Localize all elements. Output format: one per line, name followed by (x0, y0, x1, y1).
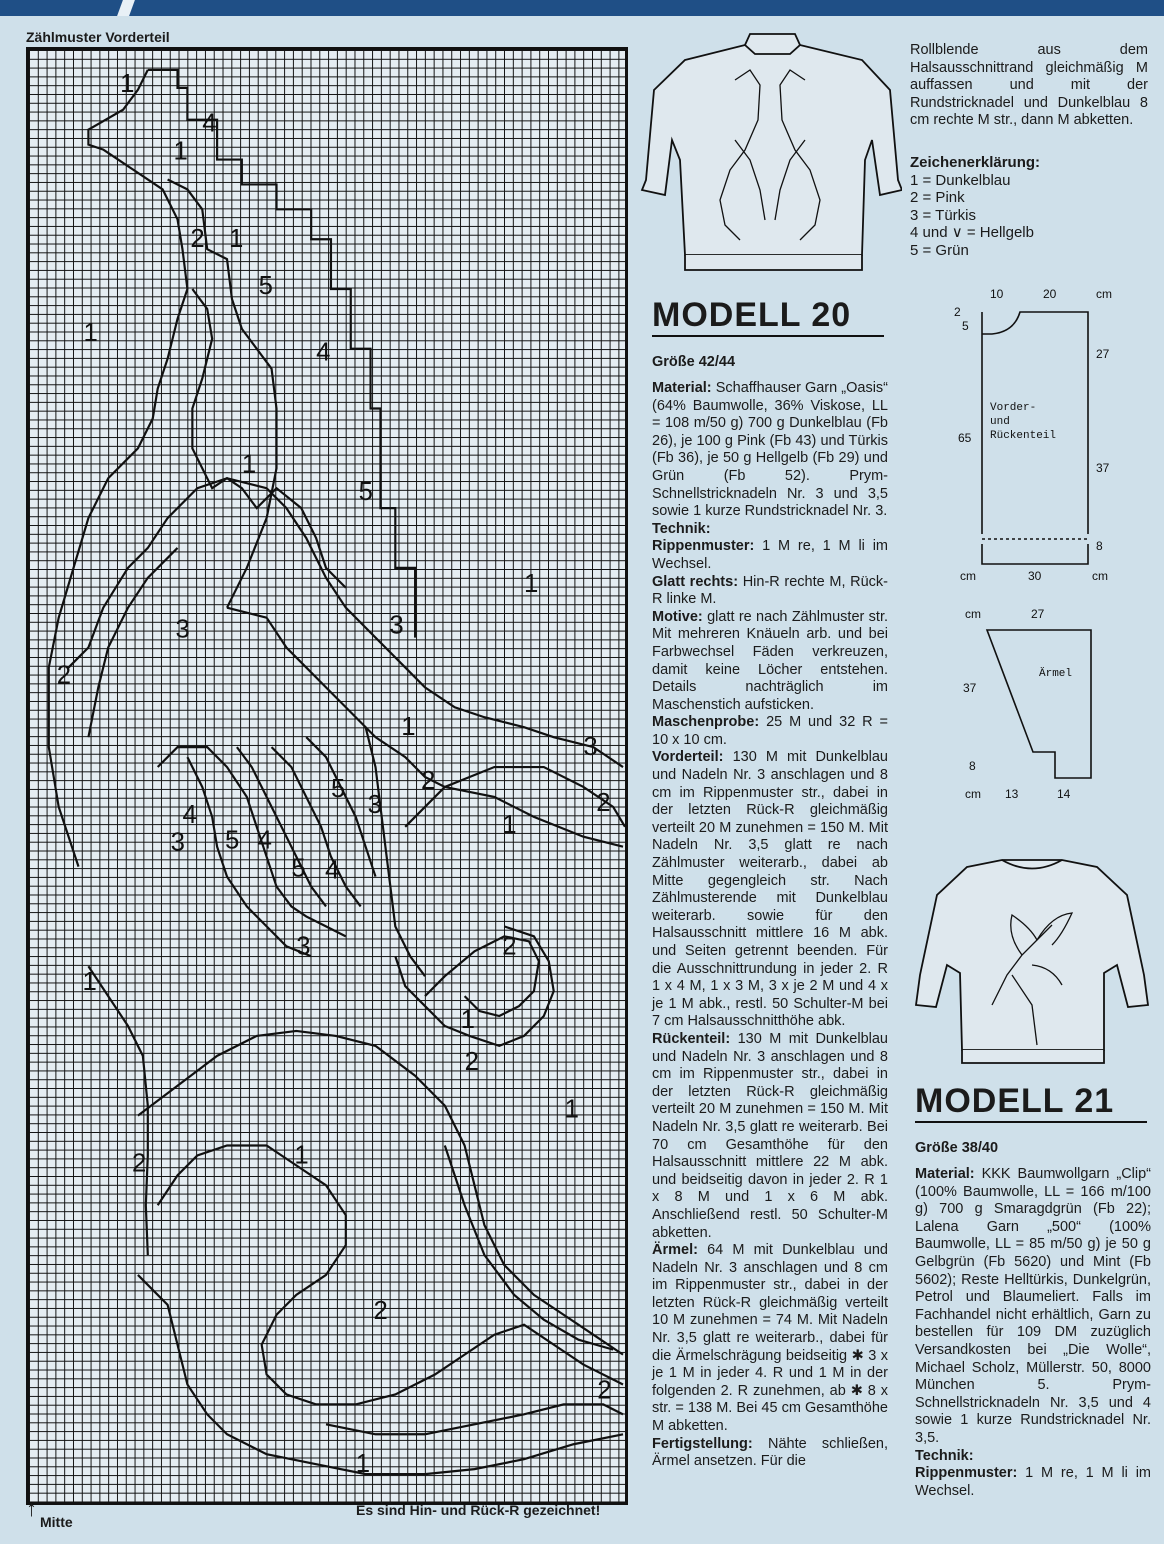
para-label: Ärmel: (652, 1242, 698, 1259)
para-text: 1 M re, 1 M li im Wechsel. (652, 538, 889, 572)
para-label: Rippenmuster: (652, 538, 755, 555)
chart-color-number: 4 (325, 856, 340, 885)
chart-color-number: 2 (597, 1376, 612, 1405)
chart-color-number: 2 (373, 1296, 388, 1325)
chart-color-number: 1 (120, 69, 135, 98)
chart-color-number: 2 (190, 225, 205, 254)
para-text: KKK Baumwollgarn „Clip“ (100% Baumwolle, LL = 166 m/100 g) 700 g Smaragdgrün (Fb 22); Lalena Garn „500“ (100% Baumwolle, LL = 85 m/50 g) je 50 g Gelbgrün (Fb 5620) und Mint (Fb 5602); Reste Helltürkis, Dunkelgrün, Petrol und Blaumeliert. Falls im Fachhandel nicht erhältlich, Garn zu bestellen für 109 DM zuzüglich Versandkosten bei „Die Wolle“, Michael Scholz, Müllerstr. 50, 8000 München 5. Prym-Schnellstricknadeln Nr. 3,5 und 4 sowie 1 kurze Rundstricknadel Nr. 3,5. (915, 1166, 1152, 1446)
schematic-dimension: 14 (1057, 787, 1071, 801)
legend-item: 3 = Türkis (910, 206, 976, 224)
schematic-dimension: 20 (1043, 287, 1057, 301)
schematic-label: Ärmel (1039, 668, 1073, 680)
sweater-sketch-modell-21 (912, 855, 1152, 1070)
schematic-dimension: cm (960, 569, 976, 583)
center-arrow-icon: ↑ (26, 1496, 37, 1521)
schematic-dimension: 10 (990, 287, 1004, 301)
schematic-dimension: 30 (1028, 569, 1042, 583)
chart-color-number: 5 (291, 854, 306, 883)
chart-color-number: 3 (583, 733, 598, 762)
schematic-dimension: cm (1096, 287, 1112, 301)
para-label: Rippenmuster: (915, 1465, 1018, 1482)
schematic-dimension: 37 (1096, 461, 1110, 475)
schematic-dimension: 8 (969, 759, 976, 773)
chart-color-number: 1 (502, 810, 517, 839)
schematic-label: und (990, 416, 1010, 428)
chart-color-number: 3 (296, 932, 311, 961)
sweater-sketch-modell-20 (640, 30, 902, 276)
chart-color-number: 4 (316, 338, 331, 367)
para-label: Material: (652, 380, 712, 396)
modell-20-instructions (652, 380, 888, 1471)
chart-color-number: 5 (330, 774, 346, 803)
schematic-label: Vorder- (990, 402, 1037, 414)
legend-item: 5 = Grün (910, 241, 969, 259)
schematic-dimension: 37 (963, 681, 977, 695)
modell-21-size: Größe 38/40 (915, 1140, 999, 1156)
chart-color-number: 5 (225, 826, 240, 855)
modell-21-instructions (915, 1166, 1151, 1500)
para-text: Nähte schließen, Ärmel ansetzen. Für die (652, 1435, 889, 1470)
legend-item: 4 und ∨ = Hellgelb (910, 224, 1034, 242)
modell-21-title: MODELL 21 (915, 1082, 1147, 1123)
center-label: Mitte (40, 1514, 73, 1530)
chart-color-number: 2 (56, 661, 72, 690)
schematic-dimension: 5 (962, 319, 969, 333)
para-label: Fertigstellung: (652, 1435, 753, 1452)
knitting-chart-grid (26, 47, 628, 1505)
knitting-chart-motif (29, 50, 625, 1502)
legend-item: 2 = Pink (910, 189, 965, 207)
header-bar (0, 0, 1164, 16)
para-label: Technik: (652, 520, 711, 537)
schematic-dimension: 2 (954, 305, 961, 319)
chart-color-number: 2 (596, 788, 611, 817)
chart-color-number: 1 (355, 1450, 371, 1479)
para-text: glatt re nach Zählmuster str. Mit mehreren Knäueln arb. und bei Farbwechsel Fäden verkreuzen, damit keine Löcher entstehen. Details nachträglich im Maschenstich aufsticken. (652, 608, 889, 713)
chart-color-number: 1 (228, 225, 244, 254)
chart-color-number: 1 (173, 137, 188, 166)
para-text: 64 M mit Dunkelblau und Nadeln Nr. 3 anschlagen und 8 cm im Rippenmuster str., dabei in der letzten Rück-R gleichmäßig verteilt 10 M zunehmen = 74 M. Mit Nadeln Nr. 3,5 glatt re weiterarb., dabei für die Ärmelschrägung beidseitig ✱ 3 x je 1 M in jeder 4. R und 1 M in der folgenden 2. R zunehmen, ab ✱ 8 x str. = 138 M. Bei 45 cm Gesamthöhe M abketten. (652, 1242, 888, 1435)
chart-color-number: 1 (564, 1095, 579, 1124)
para-label: Rückenteil: (652, 1030, 731, 1047)
chart-color-number: 4 (182, 800, 197, 829)
schematic-dimension: 27 (1096, 347, 1110, 361)
chart-color-number: 1 (460, 1005, 475, 1034)
chart-color-number: 1 (524, 569, 539, 598)
schematic-dimension: cm (1092, 569, 1108, 583)
legend (910, 154, 1150, 260)
chart-color-number: 3 (367, 790, 382, 819)
para-label: Material: (915, 1166, 975, 1182)
chart-color-number: 3 (170, 828, 185, 857)
para-text: 130 M mit Dunkelblau und Nadeln Nr. 3 anschlagen und 8 cm im Rippenmuster str., dabei in der letzten Rück-R gleichmäßig verteilt 20 M zunehmen = 150 M. Mit Nadeln Nr. 3,5 glatt re nach Zählmuster weiterarb., dabei ab Mitte gegengleich str. Nach Zählmusterende mit Dunkelblau weiterarb. sowie für den Halsausschnitt mittlere 16 M abk. und Seiten getrennt beenden. Für die Ausschnittrundung in jeder 2. R 1 x 4 M, 1 x 3 M, 3 x je 2 M und 4 x je 1 M abk., restl. 50 Schulter-M bei 7 cm Halsausschnitthöhe abk. (652, 749, 888, 1030)
chart-color-number: 5 (358, 478, 373, 507)
chart-color-number: 1 (294, 1141, 309, 1170)
header-logo-mark (117, 0, 135, 16)
para-text: Schaffhauser Garn „Oasis“ (64% Baumwolle, 36% Viskose, LL = 108 m/50 g) 700 g Dunkelblau (Fb 26), je 100 g Pink (Fb 43) und Türkis (Fb 36), je 50 g Hellgelb (Fb 29) und Grün (Fb 52). Prym-Schnellstricknadeln Nr. 3 und 3,5 sowie 1 kurze Rundstricknadel Nr. 3. (652, 380, 888, 520)
legend-item: 1 = Dunkelblau (910, 171, 1011, 189)
rollblende-text: Rollblende aus dem Halsausschnittrand gleichmäßig M auffassen und mit der Rundstricknadel und Dunkelblau 8 cm rechte M str., dann M abketten. (910, 42, 1148, 129)
schematic-label: Rückenteil (990, 430, 1057, 442)
chart-color-number: 2 (131, 1149, 147, 1178)
schematic-dimension: 13 (1005, 787, 1019, 801)
chart-color-number: 2 (464, 1047, 479, 1076)
para-label: Motive: (652, 608, 703, 625)
modell-20-title: MODELL 20 (652, 296, 884, 337)
sleeve-schematic (955, 600, 1105, 805)
chart-color-number: 2 (421, 766, 436, 795)
chart-color-number: 1 (401, 713, 416, 742)
body-schematic (950, 284, 1125, 584)
schematic-dimension: 65 (958, 431, 972, 445)
chart-color-number: 3 (175, 615, 190, 644)
para-text: Hin-R rechte M, Rück-R linke M. (652, 573, 888, 608)
chart-footnote: Es sind Hin- und Rück-R gezeichnet! (356, 1502, 601, 1518)
para-label: Vorderteil: (652, 749, 724, 766)
chart-color-number: 1 (82, 968, 97, 997)
schematic-dimension: 8 (1096, 539, 1103, 553)
chart-color-number: 3 (389, 611, 404, 640)
para-text: 25 M und 32 R = 10 x 10 cm. (652, 714, 888, 748)
para-label: Glatt rechts: (652, 573, 739, 590)
chart-color-number: 5 (258, 271, 274, 301)
chart-color-number: 2 (502, 932, 517, 961)
para-text: 130 M mit Dunkelblau und Nadeln Nr. 3 anschlagen und 8 cm im Rippenmuster str., dabei in der letzten Rück-R gleichmäßig verteilt 20 M zunehmen = 150 M. Mit Nadeln Nr. 3,5 glatt re weiterarb. Bei 70 cm Gesamthöhe für den Halsausschnitt mittlere 22 M abk. und beidseitig davon in jeder 2. R 1 x 8 M und 1 x 6 M abk. Anschließend restl. 50 Schulter-M abketten. (652, 1030, 888, 1241)
legend-heading: Zeichenerklärung: (910, 154, 1041, 171)
schematic-dimension: 27 (1031, 607, 1045, 621)
chart-color-number: 4 (257, 826, 273, 855)
para-text: 1 M re, 1 M li im Wechsel. (915, 1465, 1152, 1499)
schematic-dimension: cm (965, 787, 981, 801)
para-label: Maschenprobe: (652, 714, 760, 731)
chart-color-number: 1 (241, 450, 257, 479)
para-label: Technik: (915, 1447, 974, 1464)
chart-color-number: 1 (83, 318, 98, 347)
schematic-dimension: cm (965, 607, 981, 621)
chart-color-number: 4 (202, 109, 217, 138)
modell-20-size: Größe 42/44 (652, 354, 736, 370)
chart-title: Zählmuster Vorderteil (26, 29, 170, 45)
